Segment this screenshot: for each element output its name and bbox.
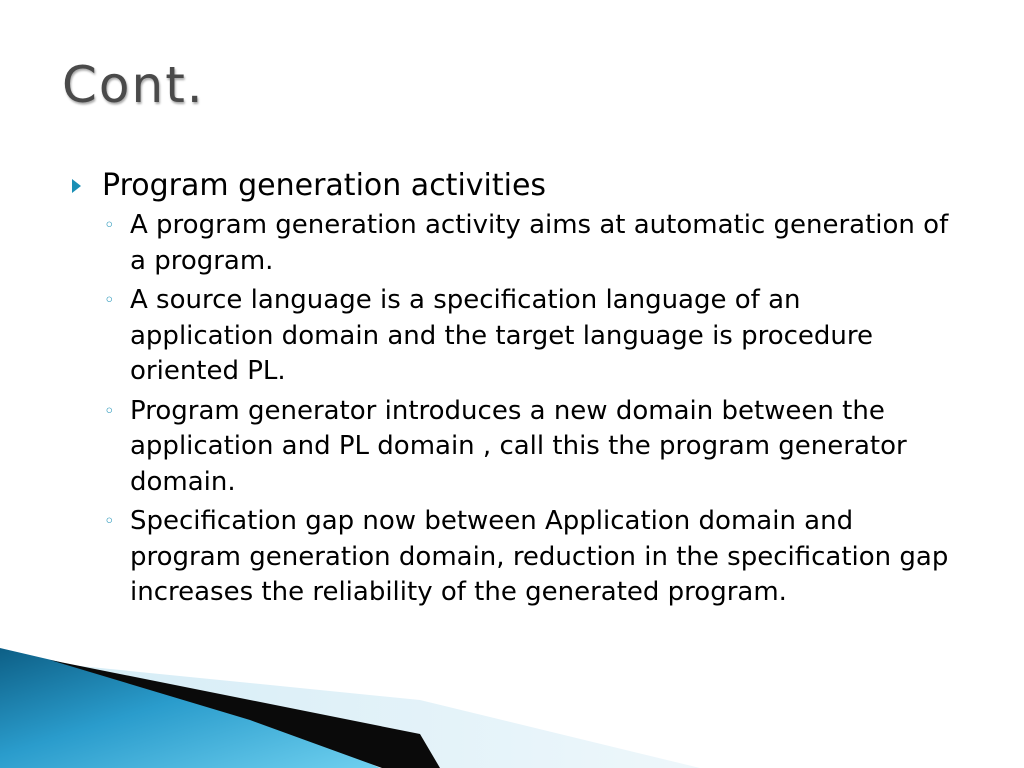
circle-bullet-icon: ◦ bbox=[104, 290, 115, 311]
circle-bullet-icon: ◦ bbox=[104, 400, 115, 422]
sub-bullet-item bbox=[104, 504, 972, 611]
wave-blue-band bbox=[0, 648, 380, 768]
sub-bullet-list bbox=[72, 208, 972, 611]
sub-bullet-text: A program generation activity aims at automatic generation of a program. bbox=[130, 210, 949, 276]
bullet-item bbox=[72, 166, 972, 206]
sub-bullet-item bbox=[104, 208, 972, 279]
circle-bullet-icon: ◦ bbox=[104, 215, 115, 236]
sub-bullet-item bbox=[104, 394, 972, 501]
slide-content bbox=[72, 166, 972, 615]
sub-bullet-text: A source language is a specification language of an application domain and the target language is procedure oriented PL. bbox=[130, 285, 874, 386]
sub-bullet-text: Specification gap now between Application domain and program generation domain, reduction in the specification gap increases the reliability of the generated program. bbox=[130, 506, 949, 607]
bullet-label: Program generation activities bbox=[102, 168, 547, 203]
sub-bullet-item bbox=[104, 283, 972, 390]
wave-black-band bbox=[50, 660, 440, 768]
circle-bullet-icon: ◦ bbox=[104, 511, 115, 532]
page-title: Cont. bbox=[62, 56, 205, 114]
wave-light-band bbox=[40, 662, 700, 768]
triangle-bullet-icon bbox=[72, 166, 102, 193]
sub-bullet-text: Program generator introduces a new domain between the application and PL domain , call this the program generator domain. bbox=[130, 395, 907, 497]
